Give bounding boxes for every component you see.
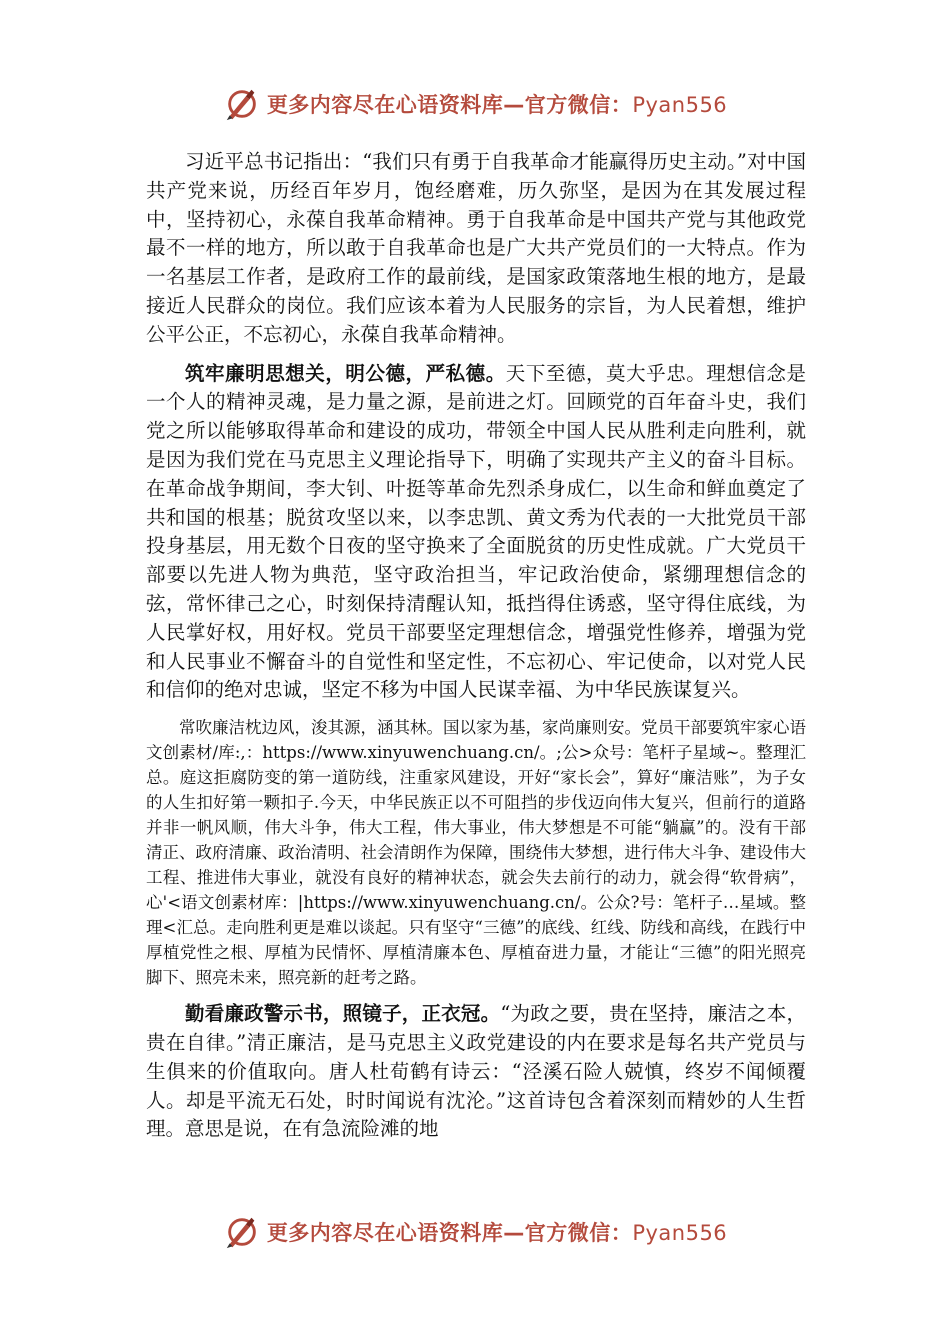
pen-logo-icon [223,85,261,123]
banner-text: 更多内容尽在心语资料库—官方微信：Pyan556 [266,93,728,117]
footer-banner [0,1212,950,1252]
wechat-id: Pyan556 [632,1221,728,1245]
header-banner [0,84,950,124]
paragraph-morality: 筑牢廉明思想关，明公德，严私德。天下至德，莫大乎忠。理想信念是一个人的精神灵魂，是力量之源，是前进之灯。回顾党的百年奋斗史，我们党之所以能够取得革命和建设的成功，带领全中国人民从胜利走向胜利，就是因为我们党在马克思主义理论指导下，明确了实现共产主义的奋斗目标。在革命战争期间，李大钊、叶挺等革命先烈杀身成仁，以生命和鲜血奠定了共和国的根基；脱贫攻坚以来，以李忠凯、黄文秀为代表的一大批党员干部投身基层，用无数个日夜的坚守换来了全面脱贫的历史性成就。广大党员干部要以先进人物为典范，坚守政治担当，牢记政治使命，紧绷理想信念的弦，常怀律己之心，时刻保持清醒认知，抵挡得住诱惑，坚守得住底线，为人民掌好权，用好权。党员干部要坚定理想信念，增强党性修养，增强为党和人民事业不懈奋斗的自觉性和坚定性，不忘初心、牢记使命，以对党人民和信仰的绝对忠诚，坚定不移为中国人民谋幸福、为中华民族谋复兴。 [146,361,806,702]
wechat-id: Pyan556 [632,93,728,117]
banner-text: 更多内容尽在心语资料库—官方微信：Pyan556 [266,1221,728,1245]
document-body [146,148,806,1144]
paragraph-warning: 勤看廉政警示书，照镜子，正衣冠。“为政之要，贵在坚持，廉洁之本，贵在自律。”清正廉洁，是马克思主义政党建设的内在要求是每名共产党员与生俱来的价值取向。唐人杜荀鹤有诗云：“泾溪石险人兢慎，终岁不闻倾覆人。却是平流无石处，时时闻说有沈沦。”这首诗包含着深刻而精妙的人生哲理。意思是说，在有急流险滩的地 [146,1002,806,1141]
paragraph-heading: 筑牢廉明思想关，明公德，严私德。 [185,361,506,385]
paragraph-intro: 习近平总书记指出：“我们只有勇于自我革命才能赢得历史主动。”对中国共产党来说，历经百年岁月，饱经磨难，历久弥坚，是因为在其发展过程中，坚持初心，永葆自我革命精神。勇于自我革命是中国共产党与其他政党最不一样的地方，所以敢于自我革命也是广大共产党员们的一大特点。作为一名基层工作者，是政府工作的最前线，是国家政策落地生根的地方，是最接近人民群众的岗位。我们应该本着为人民服务的宗旨，为人民着想，维护公平公正，不忘初心，永葆自我革命精神。 [146,150,806,346]
paragraph-family: 常吹廉洁枕边风，浚其源，涵其林。国以家为基，家尚廉则安。党员干部要筑牢家心语文创素材/库:,：https://www.xinyuwenchuang.cn/。;公>众号：笔杆子星域~。整理汇总。庭这拒腐防变的第一道防线，注重家风建设，开好“家长会”，算好“廉洁账”，为子女的人生扣好第一颗扣子.今天，中华民族正以不可阻挡的步伐迈向伟大复兴，但前行的道路并非一帆风顺，伟大斗争，伟大工程，伟大事业，伟大梦想是不可能“躺赢”的。没有干部清正、政府清廉、政治清明、社会清朗作为保障，围绕伟大梦想，进行伟大斗争、建设伟大工程、推进伟大事业，就没有良好的精神状态，就会失去前行的动力，就会得“软骨病”，心'<语文创素材库：|https://www.xinyuwenchuang.cn/。公众?号：笔杆子…星域。整理<汇总。走向胜利更是难以谈起。只有坚守“三德”的底线、红线、防线和高线，在践行中厚植党性之根、厚植为民情怀、厚植清廉本色、厚植奋进力量，才能让“三德”的阳光照亮脚下、照亮未来，照亮新的赶考之路。 [146,718,806,988]
pen-logo-icon [223,1213,261,1251]
paragraph-heading: 勤看廉政警示书，照镜子，正衣冠。 [185,1002,501,1026]
